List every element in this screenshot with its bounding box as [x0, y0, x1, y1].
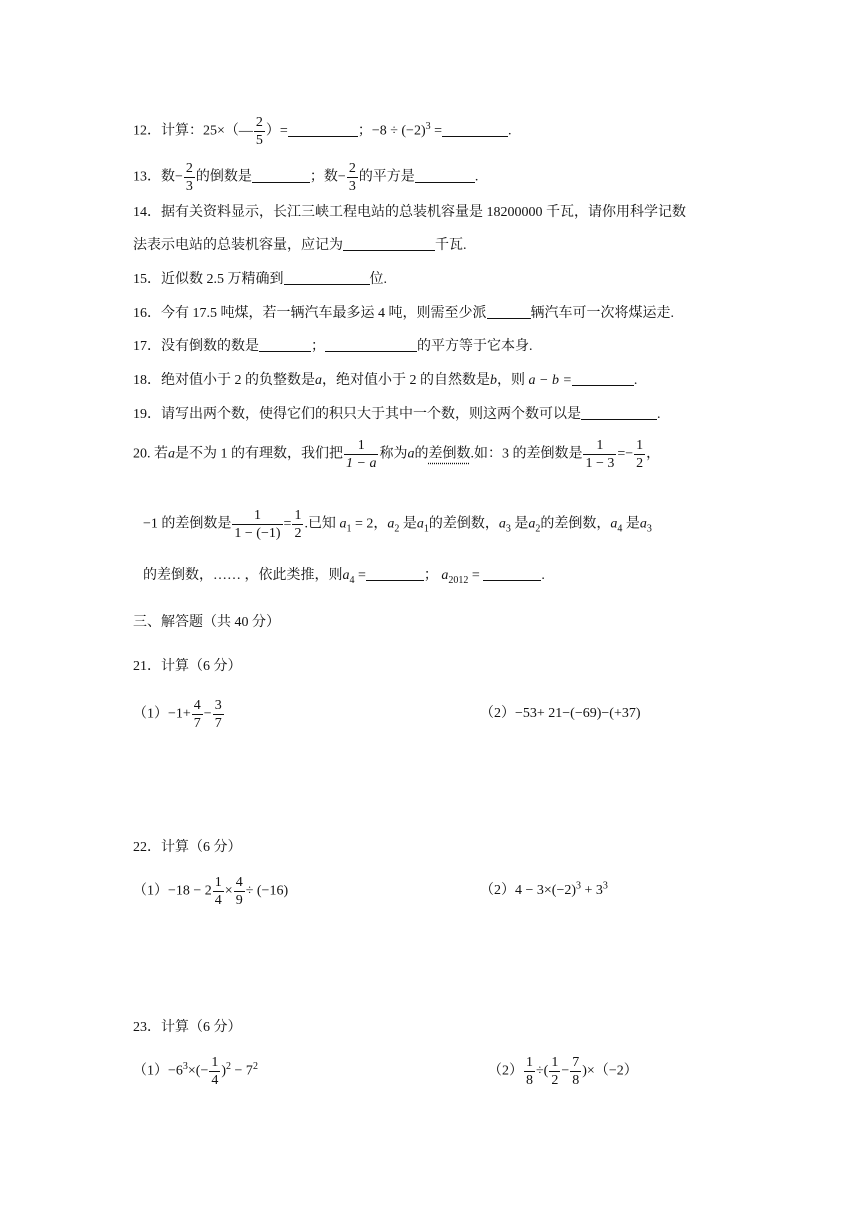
- fraction: $\frac{2}{3}$: [185, 161, 193, 194]
- emphasized-term: 差倒数: [428, 446, 471, 462]
- answer-blank[interactable]: [259, 337, 311, 352]
- fraction: $\frac{1}{2}$: [636, 438, 644, 471]
- answer-blank[interactable]: [288, 122, 358, 137]
- question-23-part-1: $(1)-6^3\times(-$ $\frac{1}{4}$ )$^2 - 7^2$: [133, 1055, 258, 1088]
- fraction: $\frac{1}{8}$: [526, 1055, 533, 1088]
- question-20-line-1: 20. 若a是不为 1 的有理数，我们把 $\frac{1}{1 - a}$ 称为a的差倒数.如：3 的差倒数是 $\frac{1}{1 - 3}$ =− $\frac{1}{2}$ ，: [133, 438, 661, 471]
- fraction: $\frac{2}{3}$: [348, 161, 356, 194]
- answer-blank[interactable]: [366, 566, 424, 581]
- section-heading: 三、解答题（共 40 分）: [133, 615, 280, 630]
- answer-blank[interactable]: [343, 236, 435, 251]
- answer-blank[interactable]: [483, 566, 541, 581]
- fraction: $\frac{1}{1 - 3}$: [585, 438, 615, 471]
- question-20-line-3: 的差倒数，…… ，依此类推，则$a_4$ = ； $a_{2012}$ = .: [143, 568, 545, 586]
- answer-blank[interactable]: [415, 168, 475, 183]
- question-16: 16．今有 17.5 吨煤，若一辆汽车最多运 4 吨，则需至少派 辆汽车可一次将煤运走.: [133, 306, 674, 321]
- answer-blank[interactable]: [581, 405, 657, 420]
- question-19: 19．请写出两个数，使得它们的积只大于其中一个数，则这两个数可以是 .: [133, 407, 661, 422]
- question-22-part-1: （1）−18 − 2 $\frac{1}{4}$ × $\frac{4}{9}$ ÷ (−16): [133, 875, 289, 908]
- fraction: $\frac{1}{1 - a}$: [346, 438, 377, 471]
- fraction: $\frac{1}{2}$: [294, 508, 302, 541]
- fraction: $\frac{3}{7}$: [214, 698, 222, 731]
- question-20-line-2: −1 的差倒数是 $\frac{1}{1 - (-1)}$ = $\frac{1}{2}$ .已知 $a_1 = 2$，$a_2$ 是$a_1$的差倒数，$a_3$ 是$a_2$的差倒数，$a_4$ 是$a_3$: [143, 508, 652, 541]
- question-21-part-1: （1）−1+ $\frac{4}{7}$ − $\frac{3}{7}$: [133, 698, 222, 731]
- question-12: 12．计算：25×（— $\frac{2}{5}$ ）= ；$-8 \div (-2)^3$ = .: [133, 115, 512, 148]
- question-14-line-2: 法表示电站的总装机容量，应记为 千瓦.: [133, 238, 467, 253]
- question-22-title: 22．计算（6 分）: [133, 840, 242, 855]
- question-22-part-2: $(2)4 - 3\times(-2)^3 + 3^3$: [480, 880, 608, 898]
- answer-blank[interactable]: [252, 168, 310, 183]
- answer-blank[interactable]: [284, 270, 370, 285]
- fraction: $\frac{7}{8}$: [572, 1055, 580, 1088]
- fraction: $\frac{4}{7}$: [193, 698, 201, 731]
- question-21-title: 21．计算（6 分）: [133, 659, 242, 674]
- question-23-part-2: （2） $\frac{1}{8}$ ÷( $\frac{1}{2}$ − $\frac{7}{8}$ )×（−2）: [488, 1055, 638, 1088]
- fraction: $\frac{1}{2}$: [551, 1055, 559, 1088]
- answer-blank[interactable]: [442, 122, 508, 137]
- question-18: 18．绝对值小于 2 的负整数是a，绝对值小于 2 的自然数是b，则 a − b = .: [133, 373, 638, 388]
- answer-blank[interactable]: [325, 337, 417, 352]
- question-21-part-2: （2）−53+ 21−(−69)−(+37): [480, 706, 641, 721]
- question-15: 15．近似数 2.5 万精确到 位.: [133, 272, 387, 287]
- question-14-line-1: 14．据有关资料显示，长江三峡工程电站的总装机容量是 18200000 千瓦，请你用科学记数: [133, 205, 686, 220]
- answer-blank[interactable]: [572, 371, 634, 386]
- q12-number: 12．计算：: [133, 123, 203, 139]
- question-17: 17．没有倒数的数是 ； 的平方等于它本身.: [133, 339, 533, 354]
- fraction: $\frac{1}{4}$: [211, 1055, 219, 1088]
- question-23-title: 23．计算（6 分）: [133, 1020, 242, 1035]
- fraction: $\frac{1}{4}$: [214, 875, 222, 908]
- fraction: $\frac{2}{5}$: [255, 115, 263, 148]
- fraction: $\frac{1}{1 - (-1)}$: [234, 508, 281, 541]
- answer-blank[interactable]: [487, 304, 531, 319]
- fraction: $\frac{4}{9}$: [235, 875, 243, 908]
- question-13: 13．数− $\frac{2}{3}$ 的倒数是 ；数− $\frac{2}{3}$ 的平方是 .: [133, 161, 479, 194]
